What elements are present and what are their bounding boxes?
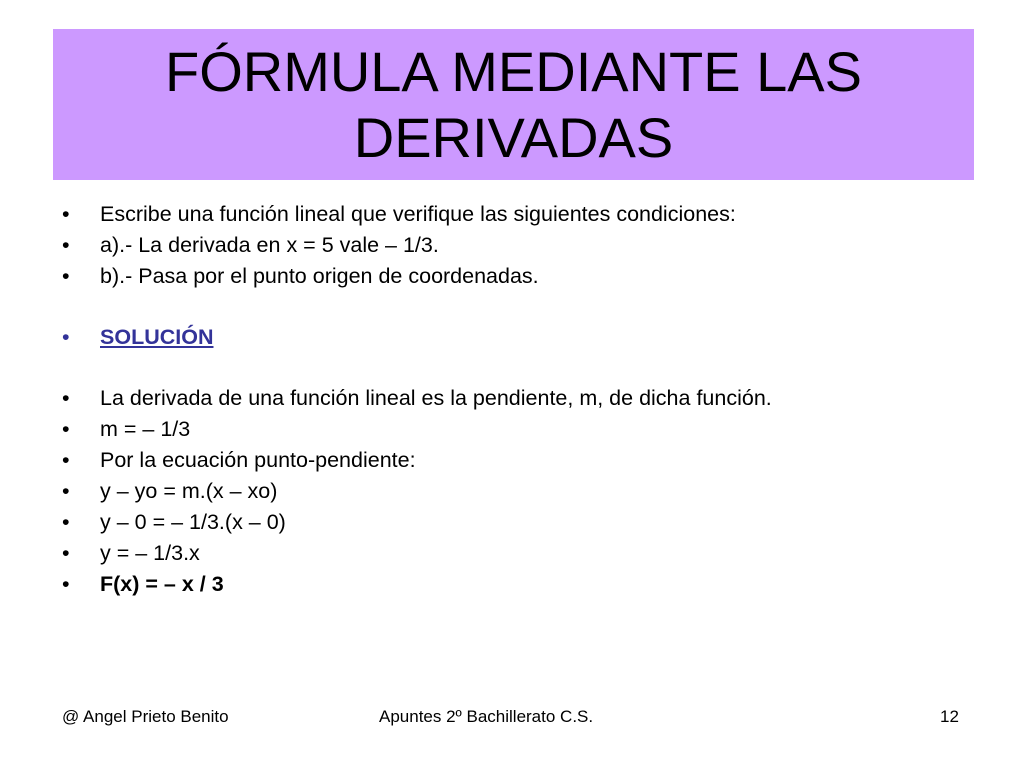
title-banner	[53, 29, 974, 180]
bullet-marker: •	[62, 510, 70, 534]
bullet-item	[62, 261, 992, 292]
bullet-text: Escribe una función lineal que verifique las siguientes condiciones:	[100, 202, 736, 226]
bullet-marker: •	[62, 479, 70, 503]
bullet-text: m = – 1/3	[100, 417, 191, 441]
bullet-marker: •	[62, 541, 70, 565]
bullet-marker: •	[62, 448, 70, 472]
bullet-marker: •	[62, 386, 70, 410]
bullet-text: La derivada de una función lineal es la pendiente, m, de dicha función.	[100, 386, 772, 410]
final-answer: F(x) = – x / 3	[100, 572, 224, 596]
footer-course: Apuntes 2º Bachillerato C.S.	[379, 707, 594, 726]
bullet-item	[62, 507, 992, 538]
solution-heading: SOLUCIÓN	[100, 325, 214, 349]
bullet-item	[62, 199, 992, 230]
bullet-marker: •	[62, 233, 70, 257]
bullet-item	[62, 476, 992, 507]
bullet-marker: •	[62, 202, 70, 226]
bullet-marker: •	[62, 325, 70, 349]
footer-author: @ Angel Prieto Benito	[62, 707, 229, 726]
bullet-item-solution	[62, 322, 992, 353]
bullet-marker: •	[62, 417, 70, 441]
blank-line	[62, 292, 992, 322]
blank-line	[62, 353, 992, 383]
bullet-item-final	[62, 569, 992, 600]
bullet-text: y = – 1/3.x	[100, 541, 200, 565]
footer-page-number: 12	[940, 707, 959, 726]
bullet-item	[62, 230, 992, 261]
bullet-marker: •	[62, 572, 70, 596]
bullet-text: b).- Pasa por el punto origen de coordenadas.	[100, 264, 539, 288]
slide-title: FÓRMULA MEDIANTE LAS DERIVADAS	[164, 39, 863, 169]
bullet-text: a).- La derivada en x = 5 vale – 1/3.	[100, 233, 439, 257]
bullet-item	[62, 383, 992, 414]
bullet-item	[62, 414, 992, 445]
bullet-text: y – yo = m.(x – xo)	[100, 479, 278, 503]
bullet-text: Por la ecuación punto-pendiente:	[100, 448, 416, 472]
bullet-item	[62, 445, 992, 476]
slide-content	[62, 199, 992, 600]
bullet-marker: •	[62, 264, 70, 288]
bullet-text: y – 0 = – 1/3.(x – 0)	[100, 510, 286, 534]
bullet-item	[62, 538, 992, 569]
